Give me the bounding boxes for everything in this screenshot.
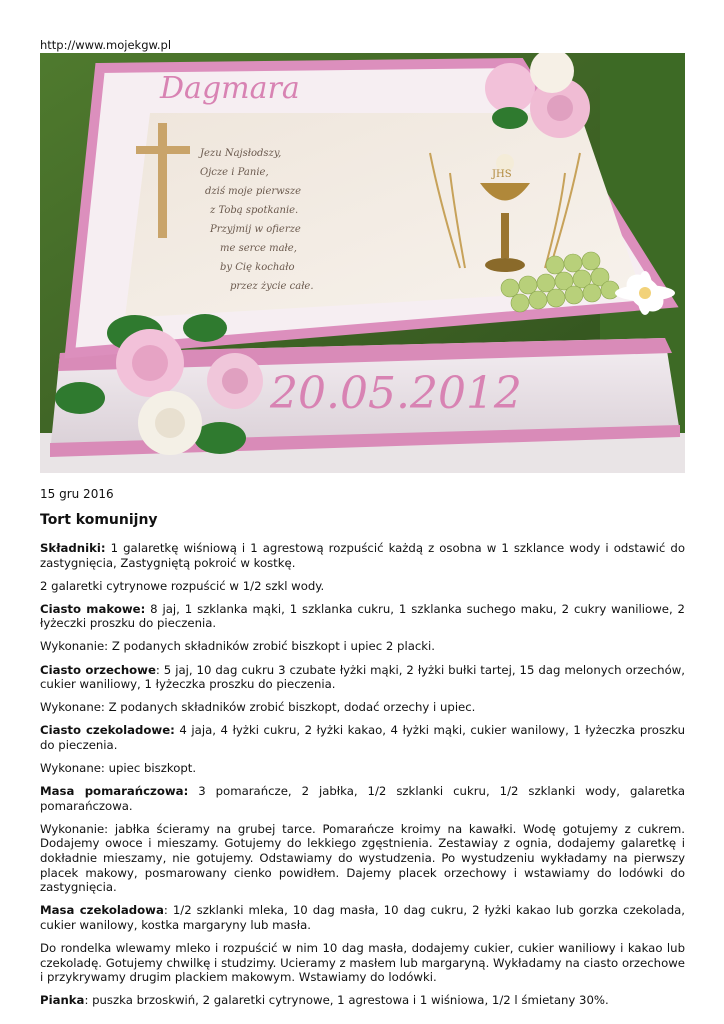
paragraph-text: 1 galaretkę wiśniową i 1 agrestową rozpuścić każdą z osobna w 1 szklance wody i odstawić do zastygnięcia, Zastygniętą pokroić w kostkę. [40,541,685,570]
paragraph-text: Wykonanie: jabłka ścieramy na grubej tarce. Pomarańcze kroimy na kawałki. Wodę gotujemy z cukrem. Dodajemy owoce i mieszamy. Gotujemy do lekkiego zgęstnienia. Zestawiay z ognia, dodajemy galaretkę i dokładnie mieszamy, nie gotujemy. Odstawiamy do wystudzenia. Po wystudzeniu wykładamy na pierwszy placek makowy, posmarowany cienko powidłem. Dajemy placek orzechowy i wstawiamy do lodówki do zastygnięcia. [40,821,685,895]
paragraph [40,602,685,631]
paragraph-text: Wykonanie: Z podanych składników zrobić biszkopt i upiec 2 placki. [40,639,436,654]
paragraph [40,579,685,594]
verse-line: Ojcze i Panie, [200,167,269,178]
paragraph [40,639,685,654]
recipe-content [40,541,685,1016]
paragraph-label: Masa pomarańczowa: [40,784,189,799]
source-url[interactable]: http://www.mojekgw.pl [40,38,172,52]
cake-illustration [40,53,685,473]
paragraph [40,784,685,813]
paragraph [40,822,685,895]
cake-name: Dagmara [160,71,300,106]
ihs-monogram: JHS [492,169,512,180]
paragraph-label: Ciasto orzechowe [40,662,156,677]
paragraph-text: Wykonane: upiec biszkopt. [40,761,197,776]
paragraph-text: Wykonane: Z podanych składników zrobić biszkopt, dodać orzechy i upiec. [40,700,476,715]
paragraph-text: : 5 jaj, 10 dag cukru 3 czubate łyżki mąki, 2 łyżki bułki tartej, 15 dag melonych orzechów, cukier waniliowy, 1 łyżeczka proszku do pieczenia. [40,662,685,692]
paragraph-text: : puszka brzoskwiń, 2 galaretki cytrynowe, 1 agrestowa i 1 wiśniowa, 1/2 l śmietany 30%. [84,993,609,1008]
verse-line: Przyjmij w ofierze [210,224,301,235]
paragraph [40,663,685,692]
verse-line: z Tobą spotkanie. [210,205,299,216]
paragraph-text: : 1/2 szklanki mleka, 10 dag masła, 10 dag cukru, 2 łyżki kakao lub gorzka czekolada, cukier wanilowy, kostka margaryny lub masła. [40,903,685,932]
paragraph-label: Ciasto czekoladowe: [40,723,175,738]
paragraph [40,903,685,932]
verse-line: me serce małe, [220,243,297,254]
paragraph [40,541,685,570]
paragraph-text: 4 jaja, 4 łyżki cukru, 2 łyżki kakao, 4 łyżki mąki, cukier wanilowy, 1 łyżeczka proszku do pieczenia. [40,723,685,752]
paragraph-text: Do rondelka wlewamy mleko i rozpuścić w nim 10 dag masła, dodajemy cukier, cukier waniliowy i kakao lub czekoladę. Gotujemy chwilkę i studzimy. Ucieramy z masłem lub margaryną. Wykładamy na ciasto orzechowe i przykrywamy drugim plackiem makowym. Wstawiamy do lodówki. [40,940,685,985]
paragraph [40,993,685,1008]
verse-line: przez życie całe. [230,281,314,292]
cake-photo [40,53,685,473]
paragraph-label: Składniki: [40,541,106,555]
paragraph [40,761,685,776]
paragraph-label: Ciasto makowe: [40,601,146,616]
paragraph [40,700,685,715]
cake-date: 20.05.2012 [270,368,522,419]
verse-line: Jezu Najsłodszy, [200,148,282,159]
paragraph-label: Pianka [40,993,85,1008]
paragraph-text: 8 jaj, 1 szklanka mąki, 1 szklanka cukru, 1 szklanka suchego maku, 2 cukry waniliowe, 2 łyżeczki proszku do pieczenia. [40,601,685,631]
paragraph [40,723,685,752]
post-title: Tort komunijny [40,512,158,528]
paragraph [40,941,685,985]
verse-line: by Cię kochało [220,262,295,273]
paragraph-text: 3 pomarańcze, 2 jabłka, 1/2 szklanki cukru, 1/2 szklanki wody, galaretka pomarańczowa. [40,784,685,813]
paragraph-text: 2 galaretki cytrynowe rozpuścić w 1/2 szkl wody. [40,578,325,593]
post-date: 15 gru 2016 [40,487,114,501]
paragraph-label: Masa czekoladowa [40,903,164,918]
verse-line: dziś moje pierwsze [205,186,302,197]
